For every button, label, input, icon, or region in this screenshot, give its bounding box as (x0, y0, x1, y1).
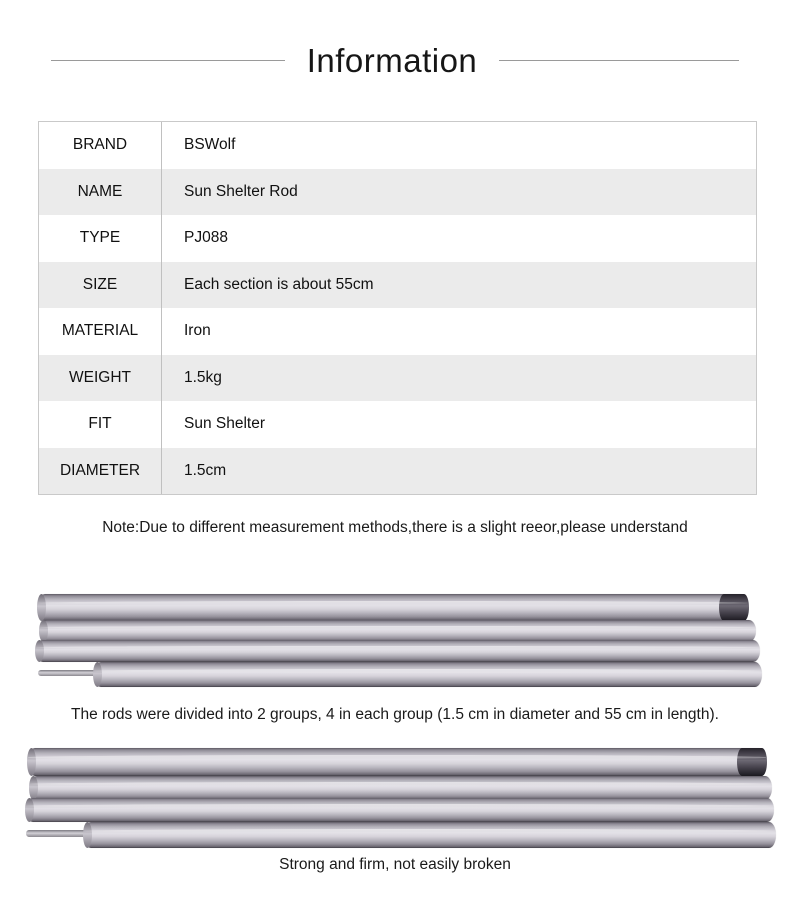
spec-value-diameter: 1.5cm (184, 461, 227, 479)
spec-label-diameter: DIAMETER (39, 448, 162, 495)
product-image-rod-group-2 (0, 734, 790, 856)
rod-end-cap-icon (719, 594, 749, 621)
table-row (39, 122, 756, 169)
rod-tube (30, 776, 772, 800)
spec-value-name: Sun Shelter Rod (184, 182, 298, 200)
rod-open-end-icon (93, 662, 102, 687)
header-rule-right (499, 60, 739, 61)
product-image-rod-group-1 (0, 562, 790, 690)
table-row (39, 401, 756, 448)
spec-label-brand: BRAND (39, 122, 162, 169)
rod-open-end-icon (39, 620, 48, 642)
rod-tube (84, 822, 776, 848)
page-header (0, 32, 790, 88)
table-row (39, 308, 756, 355)
rod-tube (40, 620, 756, 642)
rod-open-end-icon (27, 748, 36, 776)
rod-open-end-icon (35, 640, 44, 662)
spec-label-fit: FIT (39, 401, 162, 448)
rod-open-end-icon (37, 594, 46, 621)
spec-label-name: NAME (39, 169, 162, 216)
spec-label-material: MATERIAL (39, 308, 162, 355)
table-row (39, 355, 756, 402)
specification-table (38, 121, 757, 495)
rod-tube (26, 798, 774, 822)
spec-value-brand: BSWolf (184, 136, 236, 154)
measurement-note: Note:Due to different measurement methods,there is a slight reeor,please understand (102, 519, 688, 536)
rod-tube (38, 594, 748, 621)
rod-open-end-icon (25, 798, 34, 822)
rod-open-end-icon (83, 822, 92, 848)
rod-end-cap-icon (737, 748, 767, 776)
page-title: Information (306, 41, 478, 79)
rod-tube (28, 748, 766, 776)
spec-label-size: SIZE (39, 262, 162, 309)
spec-label-type: TYPE (39, 215, 162, 262)
spec-value-type: PJ088 (184, 229, 228, 247)
rod-tube (94, 662, 762, 687)
spec-value-weight: 1.5kg (184, 368, 222, 386)
table-row (39, 448, 756, 495)
spec-value-material: Iron (184, 322, 211, 340)
table-row (39, 169, 756, 216)
caption-rod-groups: The rods were divided into 2 groups, 4 in each group (1.5 cm in diameter and 55 cm in length). (71, 706, 719, 723)
spec-value-size: Each section is about 55cm (184, 275, 374, 293)
caption-durability: Strong and firm, not easily broken (279, 856, 511, 873)
spec-label-weight: WEIGHT (39, 355, 162, 402)
spec-value-fit: Sun Shelter (184, 415, 265, 433)
rod-tube (36, 640, 760, 662)
table-row (39, 215, 756, 262)
rod-open-end-icon (29, 776, 38, 800)
header-rule-left (51, 60, 285, 61)
table-row (39, 262, 756, 309)
